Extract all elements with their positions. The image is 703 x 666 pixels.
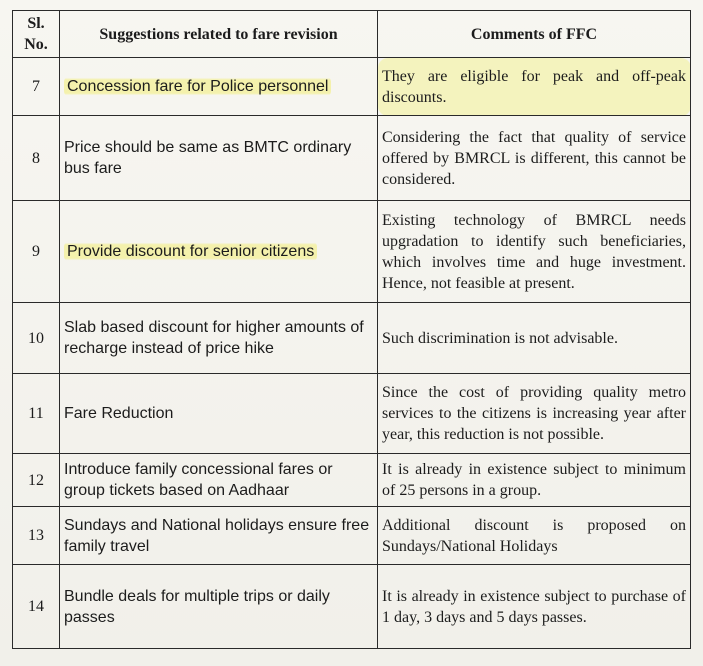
header-sl-no: Sl. No. bbox=[13, 11, 60, 58]
highlighted-text: Provide discount for senior citizens bbox=[64, 241, 317, 262]
row-suggestion: Introduce family concessional fares or group tickets based on Aadhaar bbox=[60, 454, 378, 507]
row-suggestion: Price should be same as BMTC ordinary bus fare bbox=[60, 116, 378, 201]
row-sl-no: 13 bbox=[13, 507, 60, 565]
table-row bbox=[13, 58, 691, 116]
table-row bbox=[13, 507, 691, 565]
row-suggestion: Fare Reduction bbox=[60, 374, 378, 454]
table-row bbox=[13, 374, 691, 454]
table-row bbox=[13, 201, 691, 303]
table-row bbox=[13, 454, 691, 507]
row-suggestion: Sundays and National holidays ensure free family travel bbox=[60, 507, 378, 565]
row-comment: Additional discount is proposed on Sundays/National Holidays bbox=[378, 507, 691, 565]
row-comment: Considering the fact that quality of service offered by BMRCL is different, this cannot be considered. bbox=[378, 116, 691, 201]
row-sl-no: 14 bbox=[13, 565, 60, 649]
row-comment: It is already in existence subject to minimum of 25 persons in a group. bbox=[378, 454, 691, 507]
row-sl-no: 12 bbox=[13, 454, 60, 507]
row-comment: It is already in existence subject to purchase of 1 day, 3 days and 5 days passes. bbox=[378, 565, 691, 649]
header-suggestion: Suggestions related to fare revision bbox=[60, 11, 378, 58]
header-comments: Comments of FFC bbox=[378, 11, 691, 58]
table-header-row bbox=[13, 11, 691, 58]
row-suggestion bbox=[60, 58, 378, 116]
table-row bbox=[13, 303, 691, 374]
row-sl-no: 7 bbox=[13, 58, 60, 116]
row-sl-no: 11 bbox=[13, 374, 60, 454]
row-comment: They are eligible for peak and off-peak discounts. bbox=[378, 58, 691, 116]
row-suggestion bbox=[60, 201, 378, 303]
row-comment: Existing technology of BMRCL needs upgradation to identify such beneficiaries, which involves time and huge investment. Hence, not feasible at present. bbox=[378, 201, 691, 303]
row-suggestion: Slab based discount for higher amounts of recharge instead of price hike bbox=[60, 303, 378, 374]
table-row bbox=[13, 116, 691, 201]
row-comment: Since the cost of providing quality metro services to the citizens is increasing year after year, this reduction is not possible. bbox=[378, 374, 691, 454]
highlighted-text: Concession fare for Police personnel bbox=[64, 76, 331, 97]
fare-revision-table bbox=[12, 10, 691, 649]
row-suggestion: Bundle deals for multiple trips or daily passes bbox=[60, 565, 378, 649]
row-sl-no: 9 bbox=[13, 201, 60, 303]
row-sl-no: 10 bbox=[13, 303, 60, 374]
row-comment: Such discrimination is not advisable. bbox=[378, 303, 691, 374]
row-sl-no: 8 bbox=[13, 116, 60, 201]
table-row bbox=[13, 565, 691, 649]
